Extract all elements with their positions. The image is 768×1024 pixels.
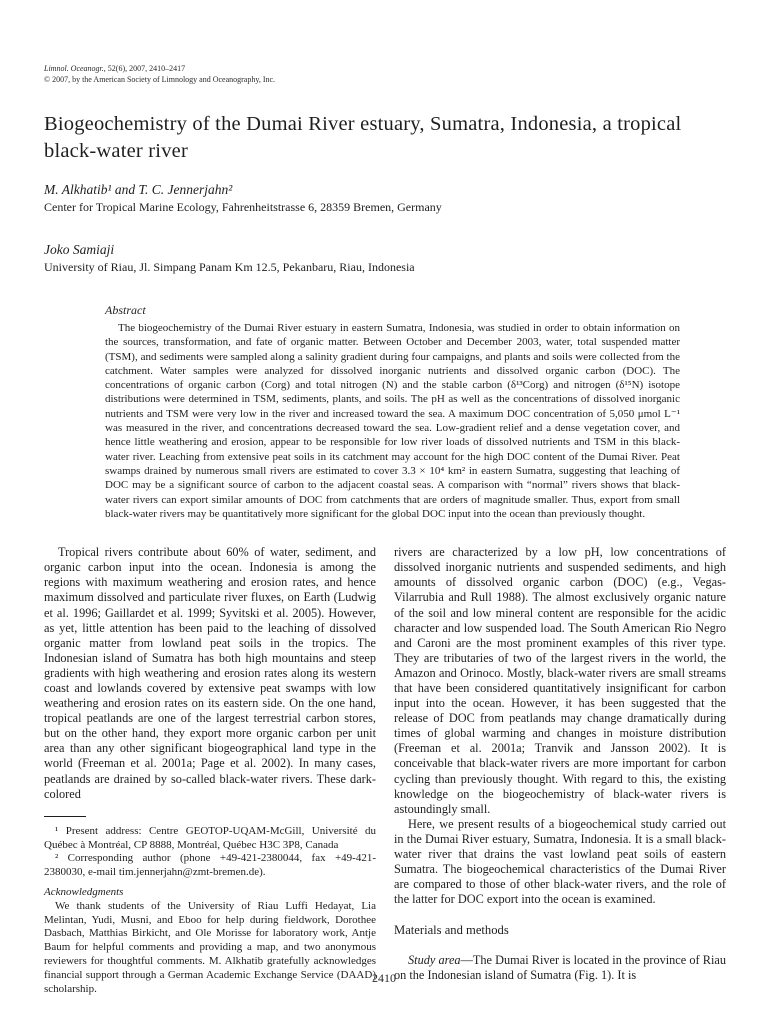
study-area-lead: Study area	[408, 952, 461, 967]
footnote-corresponding-author: ² Corresponding author (phone +49-421-2380044, fax +49-421-2380030, e-mail tim.jennerjahn@zmt-bremen.de).	[44, 852, 376, 879]
left-column	[44, 545, 376, 996]
acknowledgments-heading: Acknowledgments	[44, 885, 124, 898]
author-block-1	[44, 181, 726, 215]
journal-citation: 52(6), 2007, 2410–2417	[105, 64, 186, 73]
page-number: 2410	[372, 971, 396, 985]
author-block-2	[44, 241, 726, 275]
journal-name: Limnol. Oceanogr.,	[44, 64, 106, 73]
acknowledgments-text: We thank students of the University of Riau Luffi Hedayat, Lia Melintan, Yudi, Musni, and Eboo for help during fieldwork, Dorothee Dasbach, Matthias Birkicht, and Ole Morisse for laboratory work, Antje Baum for helpful comments and providing a map, and two anonymous reviewers for thoughtful comments. M. Alkhatib gratefully acknowledges financial support through a German Academic Exchange Service (DAAD) scholarship.	[44, 899, 376, 995]
journal-header	[44, 64, 726, 85]
journal-citation-line	[44, 64, 726, 75]
footnote-divider	[44, 816, 86, 817]
abstract-text: The biogeochemistry of the Dumai River estuary in eastern Sumatra, Indonesia, was studied in order to obtain information on the sources, transformation, and fate of organic matter. Between October and December 2003, water, total suspended matter (TSM), and sediments were sampled along a salinity gradient during four campaigns, and plants and soils were collected from the catchment. Water samples were analyzed for dissolved inorganic nutrients and dissolved organic carbon (DOC). The concentrations of organic carbon (Corg) and total nitrogen (N) and the stable carbon (δ¹³Corg) and nitrogen (δ¹⁵N) isotope distributions were determined in TSM, sediments, plants, and soils. The pH as well as the concentrations of dissolved inorganic nutrients and TSM were very low in the river and increased toward the sea. A maximum DOC concentration of 5,050 μmol L⁻¹ was measured in the river, and concentrations decreased toward the sea. Low-gradient relief and a dense vegetation cover, and hence little weathering and erosion, appear to be responsible for low river loads of dissolved nutrients and TSM in this black-water river. Leaching from extensive peat soils in its catchment may account for the high DOC content of the Dumai River. Peat swamps drained by numerous small rivers are estimated to cover 3.3 × 10⁴ km² in eastern Sumatra, suggesting that leaching of DOC may be a significant source of carbon to the adjacent coastal seas. A comparison with “normal” rivers shows that black-water rivers can export similar amounts of DOC from catchments that are orders of magnitude smaller. Thus, export from small black-water rivers may be quantitatively more significant for the global DOC input into the ocean than previously thought.	[105, 322, 680, 520]
abstract-section	[105, 303, 680, 521]
footnote-present-address: ¹ Present address: Centre GEOTOP-UQAM-McGill, Université du Québec à Montréal, CP 8888, Montréal, Québec H3C 3P8, Canada	[44, 824, 376, 851]
left-column-paragraph: Tropical rivers contribute about 60% of water, sediment, and organic carbon input into the ocean. Indonesia is among the regions with maximum weathering and erosion rates, and hence maximum dissolved and particulate river fluxes, on Earth (Ludwig et al. 1996; Gaillardet et al. 1999; Syvitski et al. 2005). However, as yet, little attention has been paid to the leaching of dissolved organic matter from lowland peat soils in the tropics. The Indonesian island of Sumatra has both high mountains and steep gradients with high weathering and erosion rates along its western coast and lowlands covered by extensive peat swamps with low weathering and erosion rates on its eastern side. On the one hand, tropical peatlands are one of the largest terrestrial carbon stores, but on the other hand, they export more organic carbon per unit area than any other significant biogeographical land type in the world (Freeman et al. 2001a; Page et al. 2002). In many cases, peatlands are drained by so-called black-water rivers. These dark-colored	[44, 545, 376, 801]
section-heading-materials-methods: Materials and methods	[394, 923, 509, 938]
right-column-paragraph-1: rivers are characterized by a low pH, low concentrations of dissolved inorganic nutrients and suspended sediments, and high amounts of dissolved organic carbon (DOC) (e.g., Vegas-Vilarrubia and Rull 1988). The almost exclusively organic nature of the soil and low mineral content are responsible for the acidic character and low suspended load. The South American Rio Negro and Caroni are the most prominent examples of this river type. They are tributaries of two of the largest rivers in the world, the Amazon and Orinoco. Mostly, black-water rivers are small streams that have been considered quantitatively insignificant for carbon input into the ocean. However, it has been suggested that the release of DOC from peatlands may change dramatically during times of global warming and changes in moisture distribution (Freeman et al. 2001a; Tranvik and Jansson 2002). It is conceivable that black-water rivers are more important for carbon cycling than previously thought. With regard to this, the existing knowledge on the biogeochemistry of black-water rivers is astoundingly small.	[394, 545, 726, 816]
journal-copyright: © 2007, by the American Society of Limnology and Oceanography, Inc.	[44, 74, 276, 84]
study-area-text: —The Dumai River is located in the province of Riau on the Indonesian island of Sumatra (Fig. 1). It is	[394, 952, 727, 982]
author-names-2: Joko Samiaji	[44, 242, 115, 257]
right-column	[394, 545, 726, 996]
author-affiliation-2: University of Riau, Jl. Simpang Panam Km 12.5, Pekanbaru, Riau, Indonesia	[44, 260, 415, 274]
body-columns	[44, 545, 726, 996]
right-column-paragraph-2: Here, we present results of a biogeochemical study carried out in the Dumai River estuary, Sumatra, Indonesia. It is a small black-water river that drains the vast lowland peat soils of eastern Sumatra. The biogeochemical characteristics of the Dumai River are compared to those of other black-water rivers, and the role of the latter for DOC export into the ocean is examined.	[394, 816, 726, 907]
footnote-area	[44, 816, 376, 997]
abstract-heading: Abstract	[105, 303, 146, 317]
author-names-1: M. Alkhatib¹ and T. C. Jennerjahn²	[44, 182, 233, 197]
paper-title: Biogeochemistry of the Dumai River estuary, Sumatra, Indonesia, a tropical black-water river	[44, 113, 682, 162]
author-affiliation-1: Center for Tropical Marine Ecology, Fahrenheitstrasse 6, 28359 Bremen, Germany	[44, 200, 442, 214]
